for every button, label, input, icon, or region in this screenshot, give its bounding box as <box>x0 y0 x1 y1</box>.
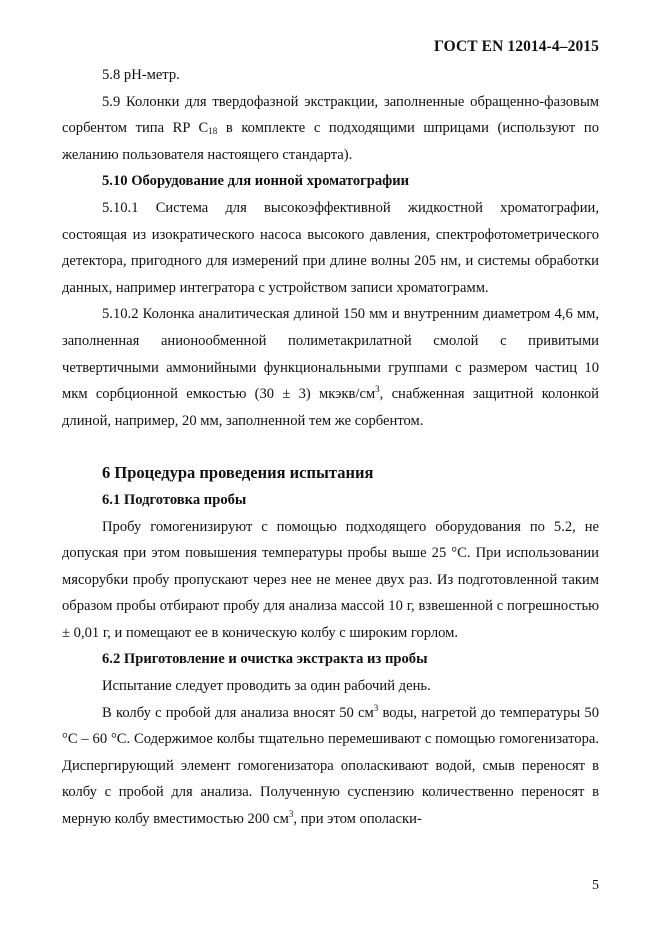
paragraph-6-2-b-superscript-1: 3 <box>373 702 379 713</box>
paragraph-5-9-tail: в комплекте с подходящими шприцами (используют по желанию пользователя настоящего стандарта). <box>62 120 599 163</box>
section-gap <box>62 434 599 442</box>
paragraph-6-1: Пробу гомогенизируют с помощью подходящего оборудования по 5.2, не допуская при этом повышения температуры пробы выше 25 °С. При использовании мясорубки пробу пропускают через нее не менее двух раз. Из подготовленной таким образом пробы отбирают пробу для анализа массой 10 г, взвешенной с погрешностью ± 0,01 г, и помещают ее в коническую колбу с широким горлом. <box>62 518 599 641</box>
paragraph-6-2-b-text-3: , при этом ополаски- <box>293 811 422 828</box>
paragraph-5-10-2-tail: , снабженная защитной колонкой длиной, например, 20 мм, заполненной тем же сорбентом. <box>62 386 599 429</box>
paragraph-5-10-2 <box>62 301 599 434</box>
paragraph-6-2-b-text-1: В колбу с пробой для анализа вносят 50 см <box>102 704 374 721</box>
heading-6-2: 6.2 Приготовление и очистка экстракта из пробы <box>102 651 428 668</box>
page-number: 5 <box>592 878 599 893</box>
heading-5-10: 5.10 Оборудование для ионной хроматографии <box>102 173 410 190</box>
paragraph-5-9-text: 5.9 Колонки для твердофазной экстракции, заполненные обращенно-фазовым сорбентом типа RP C <box>62 93 599 137</box>
heading-6: 6 Процедура проведения испытания <box>102 463 374 483</box>
paragraph-5-9-subscript: 18 <box>208 126 218 137</box>
paragraph-6-2-b <box>62 700 599 833</box>
paragraph-5-10-2-superscript: 3 <box>375 384 380 395</box>
document-body <box>62 62 599 833</box>
document-header: ГОСТ EN 12014-4–2015 <box>434 38 599 55</box>
paragraph-6-2-b-superscript-2: 3 <box>288 809 294 820</box>
paragraph-5-10-2-text: 5.10.2 Колонка аналитическая длиной 150 мм и внутренним диаметром 4,6 мм, заполненная анионообменной полиметакрилатной смолой с привитыми четвертичными аммонийными функциональными группами с размером частиц 10 мкм сорбционной емкостью (30 ± 3) мкэкв/см <box>62 306 599 403</box>
paragraph-5-9 <box>62 89 599 169</box>
heading-6-1: 6.1 Подготовка пробы <box>102 491 247 508</box>
paragraph-5-8: 5.8 pH-метр. <box>102 67 180 83</box>
paragraph-5-10-1: 5.10.1 Система для высокоэффективной жидкостной хроматографии, состоящая из изократического насоса высокого давления, спектрофотометрического детектора, пригодного для измерений при длине волны 205 нм, и системы обработки данных, например интегратора с устройством записи хроматограмм. <box>62 199 599 296</box>
paragraph-6-2-b-text-2: воды, нагретой до температуры 50 °С – 60 °С. Содержимое колбы тщательно перемешивают с помощью гомогенизатора. Диспергирующий элемент гомогенизатора ополаскивают водой, смыв переносят в колбу с пробой для анализа. Полученную суспензию количественно переносят в мерную колбу вместимостью 200 см <box>62 704 599 828</box>
paragraph-6-2-a: Испытание следует проводить за один рабочий день. <box>102 678 431 695</box>
